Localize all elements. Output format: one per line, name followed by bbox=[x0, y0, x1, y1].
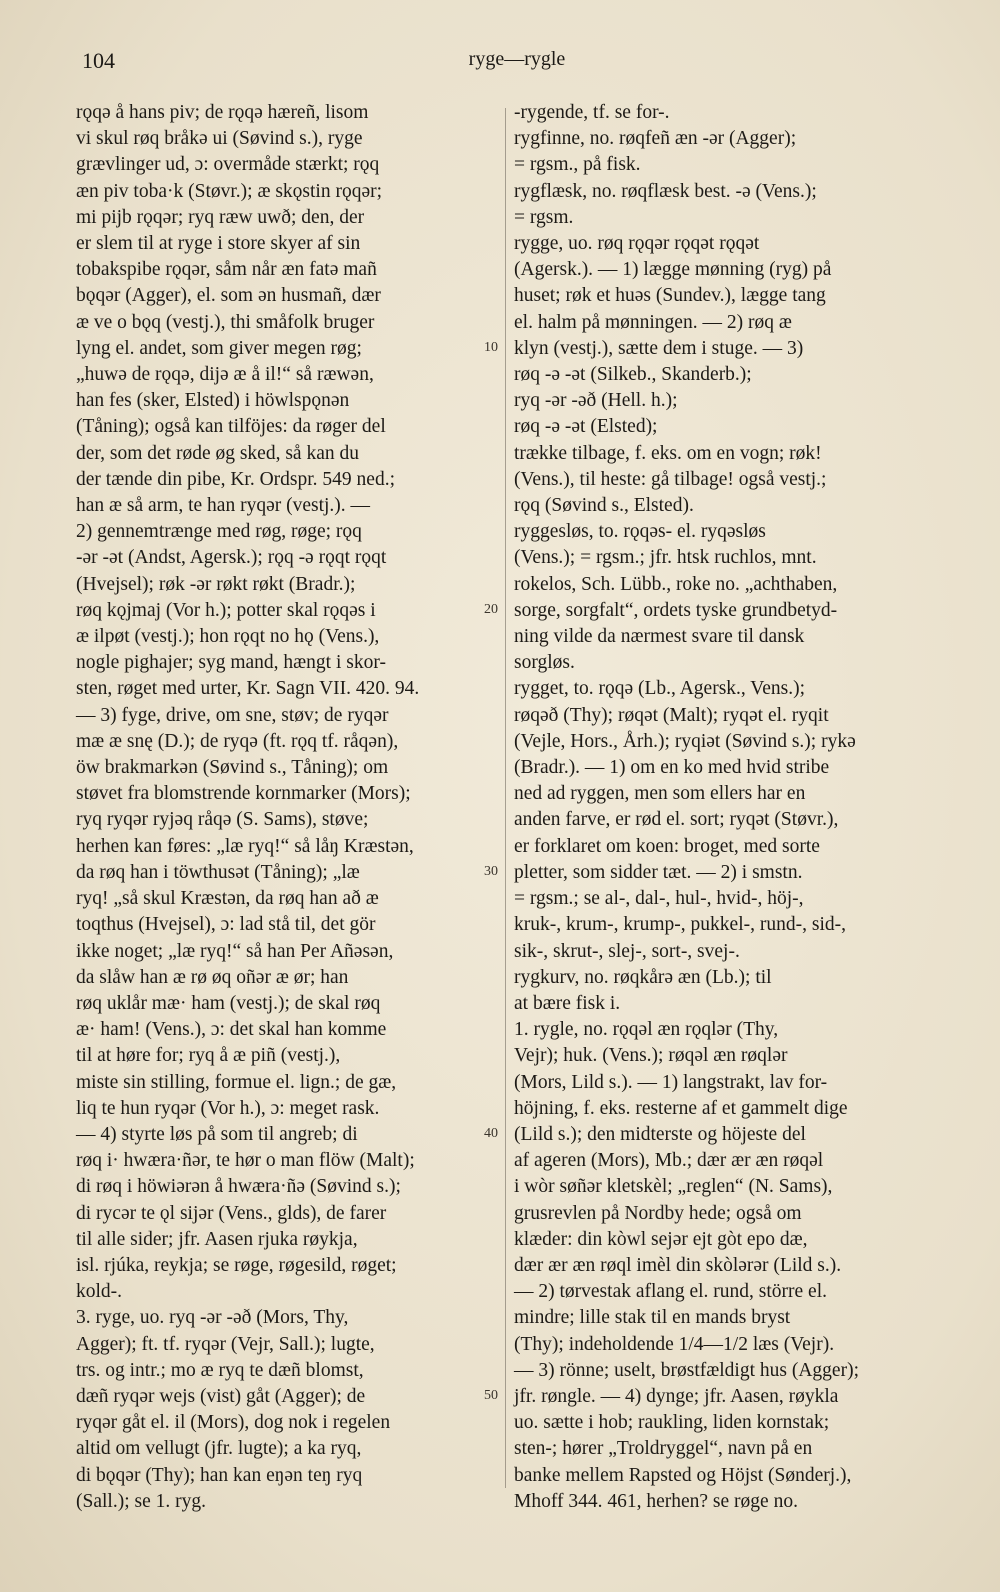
text-line: (Sall.); se 1. ryg. bbox=[76, 1490, 206, 1512]
text-line: (Vens.), til heste: gå tilbage! også vestj.; bbox=[514, 468, 827, 490]
text-line: æ· ham! (Vens.), ɔ: det skal han komme bbox=[76, 1019, 387, 1041]
text-line: rygge, uo. røq rǫqər rǫqət rǫqət bbox=[514, 233, 760, 255]
text-line: han fes (sker, Elsted) i höwlspǫnən bbox=[76, 390, 350, 412]
text-line: (Agersk.). — 1) lægge mønning (ryg) på bbox=[514, 259, 832, 281]
text-line: (Tåning); også kan tilföjes: da røger del bbox=[76, 416, 386, 438]
text-line: rǫqə å hans piv; de rǫqə hæreñ, lisom bbox=[76, 102, 369, 123]
text-line: (Hvejsel); røk -ər røkt røkt (Bradr.); bbox=[76, 573, 356, 595]
text-line: røq kǫjmaj (Vor h.); potter skal rǫqəs i bbox=[76, 599, 376, 621]
text-line: di bǫqər (Thy); han kan eŋən teŋ ryq bbox=[76, 1464, 363, 1486]
text-line: nogle pighajer; syg mand, hængt i skor- bbox=[76, 652, 386, 674]
text-line: = rgsm. bbox=[514, 206, 574, 228]
text-line: ryggesløs, to. rǫqəs- el. ryqəsløs bbox=[514, 521, 766, 543]
text-line: huset; røk et huəs (Sundev.), lægge tang bbox=[514, 285, 826, 307]
text-line: (Lild s.); den midterste og höjeste del bbox=[514, 1123, 806, 1145]
text-line: klyn (vestj.), sætte dem i stuge. — 3) bbox=[514, 337, 804, 359]
text-line: ikke noget; „læ ryq!“ så han Per Añəsən, bbox=[76, 940, 394, 962]
page-header bbox=[82, 48, 952, 78]
text-line: er forklaret om koen: broget, med sorte bbox=[514, 835, 820, 857]
margin-line-number: 30 bbox=[484, 863, 498, 879]
text-line: ryq! „så skul Kræstən, da røq han að æ bbox=[76, 888, 379, 910]
text-line: af ageren (Mors), Mb.; dær ær æn røqəl bbox=[514, 1150, 824, 1172]
text-line: höjning, f. eks. resterne af et gammelt dige bbox=[514, 1097, 848, 1119]
running-head: ryge—rygle bbox=[468, 48, 566, 70]
margin-line-number: 10 bbox=[484, 339, 498, 355]
text-line: liq te hun ryqər (Vor h.), ɔ: meget rask. bbox=[76, 1097, 380, 1119]
text-line: mi pijb rǫqər; ryq ræw uwð; den, der bbox=[76, 206, 365, 228]
text-line: støvet fra blomstrende kornmarker (Mors); bbox=[76, 783, 411, 805]
text-line: = rgsm., på fisk. bbox=[514, 154, 641, 176]
right-column bbox=[514, 100, 958, 1515]
text-line: uo. sætte i hob; raukling, liden kornstak; bbox=[514, 1412, 830, 1434]
text-line: öw brakmarkən (Søvind s., Tåning); om bbox=[76, 757, 389, 779]
text-line: til at høre for; ryq å æ piñ (vestj.), bbox=[76, 1045, 341, 1067]
text-line: ryqər gåt el. il (Mors), dog nok i regelen bbox=[76, 1412, 391, 1434]
margin-line-number: 20 bbox=[484, 601, 498, 617]
text-line: 1. rygle, no. rǫqəl æn rǫqlər (Thy, bbox=[514, 1019, 779, 1041]
text-line: æn piv toba·k (Støvr.); æ skǫstin rǫqər; bbox=[76, 180, 383, 202]
text-line: da slåw han æ rø øq oñər æ ør; han bbox=[76, 966, 349, 988]
text-line: — 2) tørvestak aflang el. rund, större el. bbox=[514, 1281, 827, 1303]
text-line: dæñ ryqər wejs (vist) gåt (Agger); de bbox=[76, 1385, 366, 1407]
text-line: „huwə de rǫqə, dijə æ å il!“ så ræwən, bbox=[76, 364, 374, 386]
text-line: røqəð (Thy); røqət (Malt); ryqət el. ryqit bbox=[514, 704, 829, 726]
text-line: rygkurv, no. røqkårə æn (Lb.); til bbox=[514, 966, 772, 988]
text-line: han æ så arm, te han ryqər (vestj.). — bbox=[76, 495, 371, 517]
text-line: (Bradr.). — 1) om en ko med hvid stribe bbox=[514, 757, 830, 779]
text-line: mæ æ snę (D.); de ryqə (ft. rǫq tf. råqən), bbox=[76, 730, 399, 752]
text-line: rygget, to. rǫqə (Lb., Agersk., Vens.); bbox=[514, 678, 806, 700]
text-line: ning vilde da nærmest svare til dansk bbox=[514, 626, 805, 648]
text-line: 3. ryge, uo. ryq -ər -əð (Mors, Thy, bbox=[76, 1307, 349, 1329]
text-line: sik-, skrut-, slej-, sort-, svej-. bbox=[514, 940, 740, 962]
text-line: bǫqər (Agger), el. som ən husmañ, dær bbox=[76, 285, 381, 307]
text-line: sorgløs. bbox=[514, 652, 575, 674]
text-line: ryq ryqər ryjəq råqə (S. Sams), støve; bbox=[76, 809, 369, 831]
text-line: røq uklår mæ· ham (vestj.); de skal røq bbox=[76, 992, 381, 1014]
text-line: miste sin stilling, formue el. lign.; de gæ, bbox=[76, 1071, 397, 1093]
text-line: sten, røget med urter, Kr. Sagn VII. 420. 94. bbox=[76, 678, 420, 700]
text-line: anden farve, er rød el. sort; ryqət (Støvr.), bbox=[514, 809, 839, 831]
text-line: isl. rjúka, reykja; se røge, røgesild, røget; bbox=[76, 1254, 397, 1276]
text-line: Vejr); huk. (Vens.); røqəl æn røqlər bbox=[514, 1045, 788, 1067]
text-line: — 3) rönne; uselt, brøstfældigt hus (Agger); bbox=[514, 1359, 859, 1381]
text-line: grusrevlen på Nordby hede; også om bbox=[514, 1202, 802, 1224]
text-line: kruk-, krum-, krump-, pukkel-, rund-, sid-, bbox=[514, 914, 846, 936]
text-line: — 4) styrte løs på som til angreb; di bbox=[76, 1123, 358, 1145]
text-line: at bære fisk i. bbox=[514, 992, 621, 1014]
text-line: grævlinger ud, ɔ: overmåde stærkt; rǫq bbox=[76, 154, 380, 176]
text-line: æ ve o bǫq (vestj.), thi småfolk bruger bbox=[76, 311, 375, 333]
text-line: klæder: din kòwl sejər ejt gòt epo dæ, bbox=[514, 1228, 808, 1250]
text-line: di røq i höwiərən å hwæra·ñə (Søvind s.); bbox=[76, 1176, 401, 1198]
margin-line-number: 40 bbox=[484, 1125, 498, 1141]
text-line: rygfinne, no. røqfeñ æn -ər (Agger); bbox=[514, 128, 797, 150]
text-line: ryq -ər -əð (Hell. h.); bbox=[514, 390, 678, 412]
text-line: er slem til at ryge i store skyer af sin bbox=[76, 233, 361, 255]
text-line: røq -ə -ət (Silkeb., Skanderb.); bbox=[514, 364, 752, 386]
text-line: (Thy); indeholdende 1/4—1/2 læs (Vejr). bbox=[514, 1333, 835, 1355]
text-line: æ ilpøt (vestj.); hon rǫqt no hǫ (Vens.), bbox=[76, 626, 380, 648]
text-line: vi skul røq bråkə ui (Søvind s.), ryge bbox=[76, 128, 363, 150]
text-line: i wòr søñər kletskèl; „reglen“ (N. Sams), bbox=[514, 1176, 833, 1198]
text-line: til alle sider; jfr. Aasen rjuka røykja, bbox=[76, 1228, 358, 1250]
text-line: Mhoff 344. 461, herhen? se røge no. bbox=[514, 1490, 798, 1512]
text-line: altid om vellugt (jfr. lugte); a ka ryq, bbox=[76, 1438, 362, 1460]
text-line: rygflæsk, no. røqflæsk best. -ə (Vens.); bbox=[514, 180, 817, 202]
text-line: røq i· hwæra·ñər, te hør o man flöw (Malt); bbox=[76, 1150, 415, 1172]
left-column bbox=[76, 100, 498, 1515]
text-line: jfr. røngle. — 4) dynge; jfr. Aasen, røykla bbox=[514, 1385, 839, 1407]
text-line: -rygende, tf. se for-. bbox=[514, 102, 670, 123]
text-line: banke mellem Rapsted og Höjst (Sønderj.), bbox=[514, 1464, 852, 1486]
text-line: herhen kan føres: „læ ryq!“ så låŋ Kræstən, bbox=[76, 835, 414, 857]
text-line: mindre; lille stak til en mands bryst bbox=[514, 1307, 791, 1329]
text-line: sorge, sorgfalt“, ordets tyske grundbetyd- bbox=[514, 599, 838, 621]
text-line: lyng el. andet, som giver megen røg; bbox=[76, 337, 362, 359]
text-line: 2) gennemtrænge med røg, røge; rǫq bbox=[76, 521, 362, 543]
page-number: 104 bbox=[82, 48, 115, 73]
text-line: der, som det røde øg sked, så kan du bbox=[76, 442, 359, 464]
text-line: toqthus (Hvejsel), ɔ: lad stå til, det gör bbox=[76, 914, 376, 936]
text-line: pletter, som sidder tæt. — 2) i smstn. bbox=[514, 861, 803, 883]
column-divider bbox=[505, 108, 506, 1488]
text-line: kold-. bbox=[76, 1281, 123, 1303]
text-line: rǫq (Søvind s., Elsted). bbox=[514, 495, 694, 517]
text-line: rokelos, Sch. Lübb., roke no. „achthaben, bbox=[514, 573, 838, 595]
text-line: = rgsm.; se al-, dal-, hul-, hvid-, höj-, bbox=[514, 888, 804, 910]
text-line: di rycər te ǫl sijər (Vens., glds), de farer bbox=[76, 1202, 387, 1224]
text-line: Agger); ft. tf. ryqər (Vejr, Sall.); lugte, bbox=[76, 1333, 375, 1355]
text-line: der tænde din pibe, Kr. Ordspr. 549 ned.; bbox=[76, 468, 395, 490]
text-line: sten-; hører „Troldryggel“, navn på en bbox=[514, 1438, 813, 1460]
text-line: røq -ə -ət (Elsted); bbox=[514, 416, 658, 438]
text-line: ned ad ryggen, men som ellers har en bbox=[514, 783, 806, 805]
text-line: (Mors, Lild s.). — 1) langstrakt, lav for- bbox=[514, 1071, 828, 1093]
text-line: da røq han i töwthusət (Tåning); „læ bbox=[76, 861, 360, 883]
text-line: trs. og intr.; mo æ ryq te dæñ blomst, bbox=[76, 1359, 364, 1381]
text-line: (Vens.); = rgsm.; jfr. htsk ruchlos, mnt. bbox=[514, 547, 817, 569]
margin-line-number: 50 bbox=[484, 1387, 498, 1403]
text-line: (Vejle, Hors., Årh.); ryqiət (Søvind s.); rykə bbox=[514, 730, 856, 752]
text-line: — 3) fyge, drive, om sne, støv; de ryqər bbox=[76, 704, 389, 726]
text-line: dær ær æn røql imèl din skòlərər (Lild s.). bbox=[514, 1254, 842, 1276]
text-line: tobakspibe rǫqər, såm når æn fatə mañ bbox=[76, 259, 377, 281]
text-line: -ər -ət (Andst, Agersk.); rǫq -ə rǫqt rǫqt bbox=[76, 547, 387, 569]
text-line: trække tilbage, f. eks. om en vogn; røk! bbox=[514, 442, 822, 464]
text-line: el. halm på mønningen. — 2) røq æ bbox=[514, 311, 792, 333]
